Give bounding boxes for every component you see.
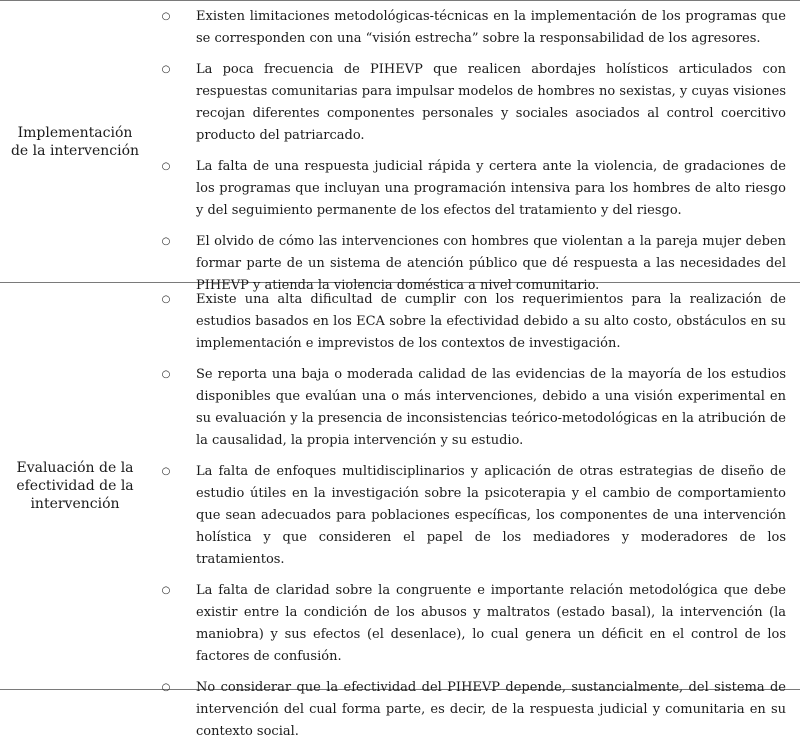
- list-item: [148, 364, 800, 452]
- list-item-text: No considerar que la efectividad del PIHEVP depende, sustancialmente, del sistema de intervención del cual forma parte, es decir, de la respuesta judicial y comunitaria en su contexto social.: [196, 680, 786, 739]
- list-item: [148, 6, 800, 50]
- list-item: [148, 59, 800, 147]
- bullet-icon: ○: [161, 161, 171, 172]
- list-item: [148, 156, 800, 222]
- bullet-icon: ○: [161, 64, 171, 75]
- section-items: [148, 1, 800, 293]
- list-item-text: El olvido de cómo las intervenciones con hombres que violentan a la pareja mujer deben formar parte de un sistema de atención público que dé respuesta a las necesidades del PIHEVP y atienda la violencia doméstica a nivel comunitario.: [196, 234, 786, 293]
- bullet-icon: ○: [161, 369, 171, 380]
- bullet-icon: ○: [161, 585, 171, 596]
- list-item-text: La falta de una respuesta judicial rápida y certera ante la violencia, de gradaciones de los programas que incluyan una programación intensiva para los hombres de alto riesgo y del seguimiento permanente de los efectos del tratamiento y del riesgo.: [196, 159, 786, 218]
- list-item: [148, 461, 800, 571]
- list-item-text: La falta de enfoques multidisciplinarios y aplicación de otras estrategias de diseño de estudio útiles en la investigación sobre la psicoterapia y el cambio de comportamiento que sean adecuados para poblaciones específicas, los componentes de una intervención holística y que consideren el papel de los mediadores y moderadores de los tratamientos.: [196, 464, 786, 567]
- list-item-text: La falta de claridad sobre la congruente e importante relación metodológica que debe existir entre la condición de los abusos y maltratos (estado basal), la intervención (la maniobra) y sus efectos (el desenlace), lo cual genera un déficit en el control de los factores de confusión.: [196, 583, 786, 664]
- section-label: Implementación de la intervención: [10, 124, 140, 159]
- section-evaluation: [0, 282, 800, 739]
- list-item-text: Existen limitaciones metodológicas-técnicas en la implementación de los programas que se corresponden con una “visión estrecha” sobre la responsabilidad de los agresores.: [196, 9, 786, 46]
- bullet-icon: ○: [161, 466, 171, 477]
- section-items: [148, 283, 800, 739]
- list-item: [148, 580, 800, 668]
- section-implementation: [0, 0, 800, 293]
- list-item-text: La poca frecuencia de PIHEVP que realicen abordajes holísticos articulados con respuestas comunitarias para impulsar modelos de hombres no sexistas, y cuyas visiones recojan diferentes componentes personales y sociales asociados al control coercitivo producto del patriarcado.: [196, 62, 786, 143]
- list-item: [148, 677, 800, 743]
- bullet-icon: ○: [161, 236, 171, 247]
- list-item: [148, 289, 800, 355]
- bullet-icon: ○: [161, 294, 171, 305]
- section-label: Evaluación de la efectividad de la intervención: [16, 460, 134, 512]
- bullet-icon: ○: [161, 682, 171, 693]
- bullet-icon: ○: [161, 11, 171, 22]
- list-item-text: Se reporta una baja o moderada calidad de las evidencias de la mayoría de los estudios disponibles que evalúan una o más intervenciones, debido a una visión experimental en su evaluación y la presencia de inconsistencias teórico-metodológicas en la atribución de la causalidad, la propia intervención y su estudio.: [196, 367, 786, 448]
- list-item-text: Existe una alta dificultad de cumplir con los requerimientos para la realización de estudios basados en los ECA sobre la efectividad debido a su alto costo, obstáculos en su implementación e imprevistos de los contextos de investigación.: [196, 292, 786, 351]
